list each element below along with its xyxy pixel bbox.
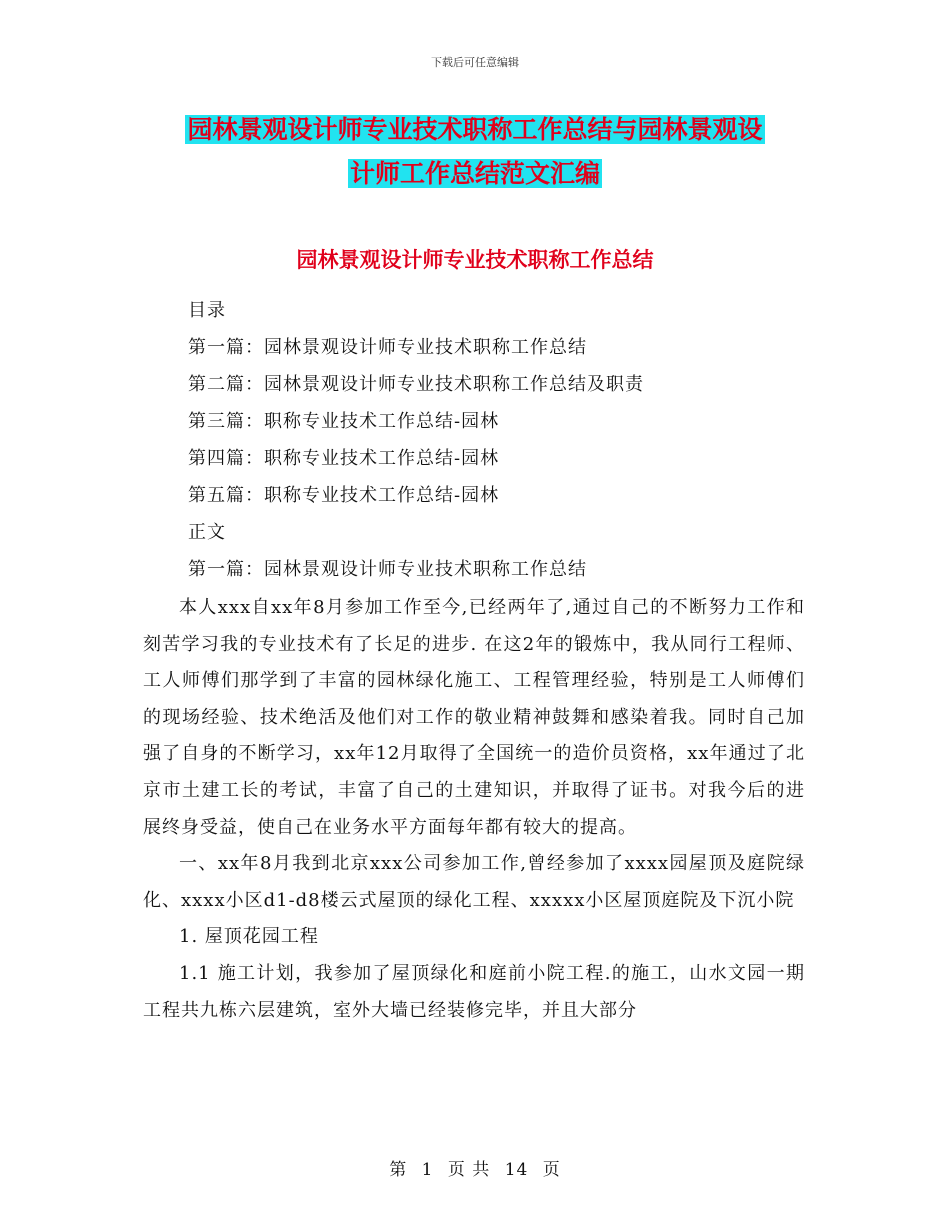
- footer-middle: 页 共: [447, 1160, 491, 1180]
- footer-suffix: 页: [542, 1160, 561, 1180]
- toc-item: 第一篇：园林景观设计师专业技术职称工作总结: [188, 337, 587, 358]
- page-number: 1: [421, 1160, 434, 1180]
- section-title: 园林景观设计师专业技术职称工作总结: [296, 248, 654, 272]
- toc-item: 第四篇：职称专业技术工作总结-园林: [188, 448, 500, 469]
- footer-prefix: 第: [389, 1160, 408, 1180]
- paragraph-heading: 1. 屋顶花园工程: [179, 926, 319, 948]
- body-text: [143, 590, 805, 1029]
- document-title: [150, 108, 800, 196]
- toc-heading: 目录: [188, 300, 226, 321]
- header-note: 下载后可任意编辑: [431, 56, 519, 69]
- page-footer: [0, 1155, 950, 1180]
- paragraph: 一、xx年8月我到北京xxx公司参加工作,曾经参加了xxxx园屋顶及庭院绿化、xxxx小区d1-d8楼云式屋顶的绿化工程、xxxxx小区屋顶庭院及下沉小院: [143, 853, 805, 911]
- document-title-line-2: 计师工作总结范文汇编: [349, 159, 600, 188]
- page-total: 14: [504, 1160, 529, 1180]
- body-heading: 正文: [188, 522, 226, 543]
- paragraph: 1.1 施工计划，我参加了屋顶绿化和庭前小院工程.的施工，山水文园一期工程共九栋六层建筑，室外大墙已经装修完毕，并且大部分: [143, 962, 805, 1021]
- document-title-line-1: 园林景观设计师专业技术职称工作总结与园林景观设: [187, 115, 763, 144]
- first-section-heading: 第一篇：园林景观设计师专业技术职称工作总结: [188, 559, 587, 580]
- toc-item: 第三篇：职称专业技术工作总结-园林: [188, 411, 500, 432]
- table-of-contents: [188, 292, 848, 588]
- toc-item: 第二篇：园林景观设计师专业技术职称工作总结及职责: [188, 374, 644, 395]
- paragraph: 本人xxx自xx年8月参加工作至今,已经两年了,通过自己的不断努力工作和刻苦学习我的专业技术有了长足的进步. 在这2年的锻炼中，我从同行工程师、工人师傅们那学到了丰富的园林绿化施工、工程管理经验，特别是工人师傅们的现场经验、技术绝活及他们对工作的敬业精神鼓舞和感染着我。同时自己加强了自身的不断学习，xx年12月取得了全国统一的造价员资格，xx年通过了北京市土建工长的考试，丰富了自己的土建知识，并取得了证书。对我今后的进展终身受益，使自己在业务水平方面每年都有较大的提高。: [143, 597, 805, 838]
- toc-item: 第五篇：职称专业技术工作总结-园林: [188, 485, 500, 506]
